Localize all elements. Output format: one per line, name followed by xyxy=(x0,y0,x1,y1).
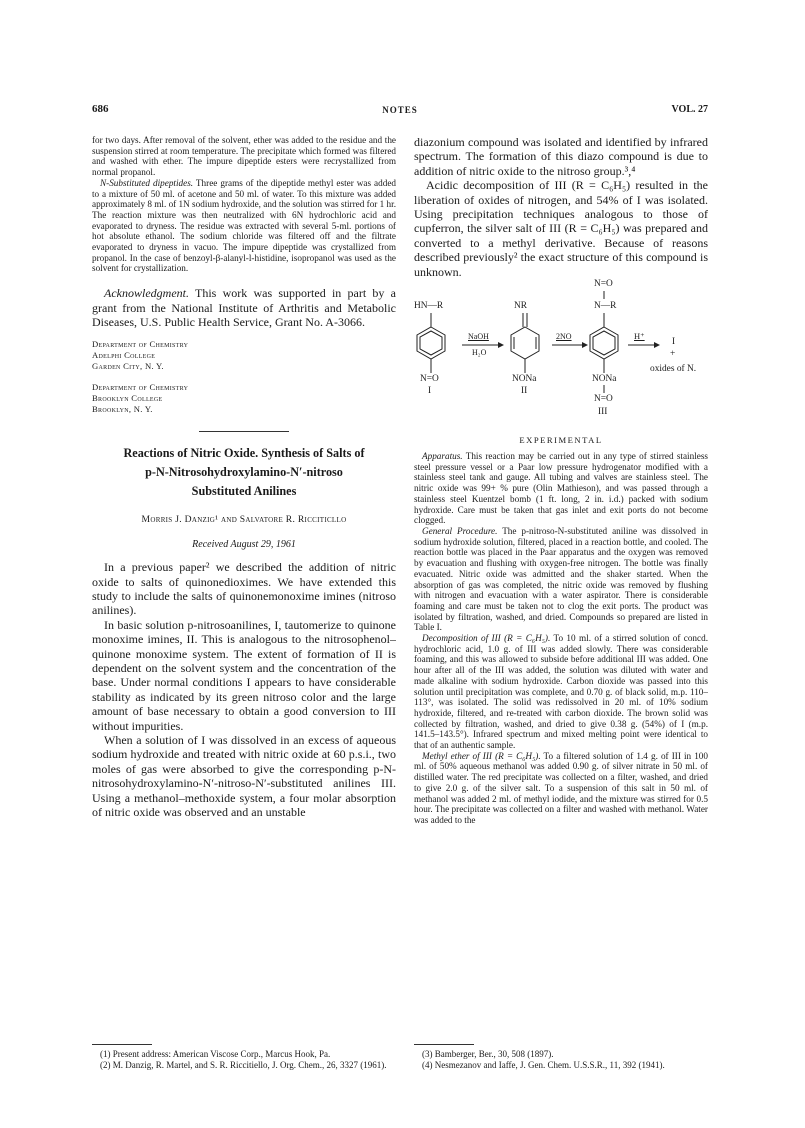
authors: Morris J. Danzig¹ and Salvatore R. Ricciticllo xyxy=(141,514,347,526)
address-block-1: Department of Chemistry Adelphi College Garden City, N. Y. xyxy=(92,339,189,372)
continued-text: for two days. After removal of the solvent, ether was added to the residue and the suspension stirred at room temperature. The precipitate which formed was filtered and washed with ether. The impure dipeptide esters were recrystallized from normal propanol. xyxy=(92,135,396,178)
compound-II-bottom: NONa xyxy=(512,374,537,385)
article-title-line-3: Substituted Anilines xyxy=(191,483,297,498)
product-oxides: oxides of N. xyxy=(650,364,697,375)
methyl-ether-paragraph: Methyl ether of III (R = C₆H₅). To a filtered solution of 1.4 g. of III in 100 ml. of 50% aqueous methanol was added 0.90 g. of silver nitrate in 50 ml. of distilled water. The red precipitate was collected on a filter, washed, and dried to give 2.0 g. of the silver salt. To a suspension of this salt in 50 ml. of methanol was added 2 ml. of methyl iodide, and the mixture was stirred for 0.5 hour. The precipitate was collected on a filter and washed with methanol. Water was added to the xyxy=(414,750,708,825)
volume-label: VOL. 27 xyxy=(671,104,708,115)
product-I: I xyxy=(672,337,676,348)
methyl-ether-heading: Methyl ether of III (R = C₆H₅). xyxy=(422,750,541,761)
footnote-4: (4) Nesmezanov and Iaffe, J. Gen. Chem. U.S.S.R., 11, 392 (1941). xyxy=(422,1060,665,1070)
right-paragraph-1: diazonium compound was isolated and identified by infrared spectrum. The formation of this diazo compound is due to addition of nitric oxide to the nitroso group.³,⁴ xyxy=(414,135,708,178)
compound-I-label: I xyxy=(428,386,432,397)
general-procedure-paragraph: General Procedure. The p-nitroso-N-substituted aniline was dissolved in sodium hydroxide solution, filtered, placed in a reaction bottle, and cooled. The reaction bottle was placed in the Paar apparatus and the oxygen was removed by evacuation and flushing with oxygen-free nitrogen. The bottle was finally evacuated. Nitric oxide was admitted and the shaker started. When the absorption of gas was completed, the nitric oxide was removed by flushing with nitrogen and evacuation with a water aspirator. There is considerable foaming and care must be taken not to clog the exit ports. The product was isolated by filtration, washed, and dried. Compounds so prepared are listed in Table I. xyxy=(414,525,708,633)
reaction-scheme-drawing xyxy=(414,287,708,425)
compound-III-top-2: N—R xyxy=(594,301,617,312)
apparatus-heading: Apparatus. xyxy=(422,451,463,462)
compound-II-label: II xyxy=(521,386,528,397)
page-number: 686 xyxy=(92,103,109,115)
benzene-ring-I xyxy=(417,313,445,373)
running-header xyxy=(92,103,708,119)
reaction-scheme xyxy=(414,279,708,425)
section-name: NOTES xyxy=(382,105,418,115)
article-title-line-1: Reactions of Nitric Oxide. Synthesis of Salts of xyxy=(123,446,365,461)
footnote-2: (2) M. Danzig, R. Martel, and S. R. Riccitiello, J. Org. Chem., 26, 3327 (1961). xyxy=(100,1060,387,1070)
footnotes-right xyxy=(414,1044,708,1071)
compound-III-label: III xyxy=(598,407,608,418)
compound-I-bottom: N=O xyxy=(420,374,439,385)
arrow1-solvent: H₂O xyxy=(472,348,487,358)
footnote-rule xyxy=(414,1044,474,1045)
acknowledgment: Acknowledgment. This work was supported in part by a grant from the National Institute of Arthritis and Metabolic Diseases, U.S. Public Health Service, Grant No. A-3066. xyxy=(92,286,396,329)
compound-III-bottom-2: N=O xyxy=(594,394,613,405)
quinoid-ring-II xyxy=(511,313,539,373)
footnotes-left xyxy=(92,1044,396,1071)
decomposition-paragraph: Decomposition of III (R = C₆H₅). To 10 ml. of a stirred solution of concd. hydrochloric acid, 1.0 g. of III was added slowly. There was considerable foaming, and this was allowed to subside before additional III was added. One hour after all of the III was added, the solution was diluted with water and made alkaline with sodium hydroxide. Carbon dioxide was passed into this solution until precipitation was complete, and 0.70 g. of black solid, m.p. 110–113°, was isolated. The solid was redissolved in 20 ml. of 10% sodium hydroxide, filtered, and re-treated with carbon dioxide. The brown solid was collected by filtration, washed, and dried to give 0.38 g. (54%) of I (m.p. 141.5–143.5°). Infrared spectrum and mixed melting point were identical to that of an authentic sample. xyxy=(414,633,708,751)
product-plus: + xyxy=(670,349,676,360)
footnote-rule xyxy=(92,1044,152,1045)
article-title-line-2: p-N-Nitrosohydroxylamino-N′-nitroso xyxy=(145,464,343,479)
acknowledgment-heading: Acknowledgment. xyxy=(104,286,189,301)
received-date: Received August 29, 1961 xyxy=(192,539,296,551)
compound-III-bottom-1: NONa xyxy=(592,374,617,385)
footnote-1: (1) Present address: American Viscose Corp., Marcus Hook, Pa. xyxy=(100,1049,331,1059)
arrow3-reagent: H⁺ xyxy=(634,331,645,342)
general-procedure-heading: General Procedure. xyxy=(422,525,498,536)
experimental-heading: EXPERIMENTAL xyxy=(519,435,603,446)
compound-II-top: NR xyxy=(514,301,528,312)
right-paragraph-2: Acidic decomposition of III (R = C₆H₅) resulted in the liberation of oxides of nitrogen, and 54% of I was isolated. Using precipitation techniques analogous to those of cupferron, the silver salt of III (R = C₆H₅) was prepared and converted to a methyl derivative. Because of reasons described previously² the exact structure of this compound is unknown. xyxy=(414,178,708,279)
n-substituted-paragraph: N-Substituted dipeptides. Three grams of the dipeptide methyl ester was added to a mixture of 50 ml. of acetone and 50 ml. of water. To this mixture was added approximately 8 ml. of 1N sodium hydroxide, and the solution was stirred for 1 hr. The reaction mixture was then neutralized with 6N hydrochloric acid and evaporated to dryness. The residue was extracted with several 5-ml. portions of hot absolute ethanol. The sodium chloride was filtered off and the filtrate evaporated to dryness in vacuo. The impure dipeptide was crystallized from propanol. In the case of benzoyl-β-alanyl-l-histidine, isopropanol was used as the solvent for crystallization. xyxy=(92,177,396,274)
compound-III-top-1: N=O xyxy=(594,279,613,290)
apparatus-paragraph: Apparatus. This reaction may be carried out in any type of stirred stainless steel pressure vessel or a Paar low pressure hydrogenator modified with a stainless steel tank and gauge. All tubing and valves are stainless steel. The nitric oxide was 99+ % pure (Olin Mathieson), and was passed through a stainless steel Kuentzel bomb (1 ft. long, 2 in. i.d.) packed with sodium hydroxide. Care must be taken that gas inlet and exit ports do not become clogged. xyxy=(414,451,708,526)
right-column xyxy=(414,135,708,990)
arrow2-reagent: 2NO xyxy=(556,332,572,342)
divider xyxy=(199,431,289,432)
arrow1-reagent: NaOH xyxy=(468,332,489,342)
compound-I-top: HN—R xyxy=(414,301,444,312)
intro-paragraph-2: In basic solution p-nitrosoanilines, I, tautomerize to quinone monoxime imines, II. This is analogous to the nitrosophenol–quinone monoxime system. The extent of formation of II is dependent on the solvent system and the concentration of the base. Under normal conditions I appears to have considerable stability as indicated by its green nitroso color and the large amount of base necessary to obtain a good conversion to III without impurities. xyxy=(92,617,396,733)
address-block-2: Department of Chemistry Brooklyn College Brooklyn, N. Y. xyxy=(92,382,189,415)
left-column xyxy=(92,135,396,990)
n-substituted-heading: N-Substituted dipeptides. xyxy=(100,177,194,188)
intro-paragraph-3: When a solution of I was dissolved in an excess of aqueous sodium hydroxide and treated with nitric oxide at 60 p.s.i., two moles of gas were absorbed to give the corresponding p-N-nitrosohydroxylamino-N′-nitroso-N′-substituted anilines III. Using a methanol–methoxide system, a four molar absorption of nitric oxide was observed and an unstable xyxy=(92,733,396,820)
intro-paragraph-1: In a previous paper² we described the addition of nitric oxide to salts of quinonedioximes. We have extended this study to include the salts of quinonemonoxime imines (nitroso anilines). xyxy=(92,560,396,618)
footnote-3: (3) Bamberger, Ber., 30, 508 (1897). xyxy=(422,1049,554,1059)
decomposition-heading: Decomposition of III (R = C₆H₅). xyxy=(422,633,551,644)
